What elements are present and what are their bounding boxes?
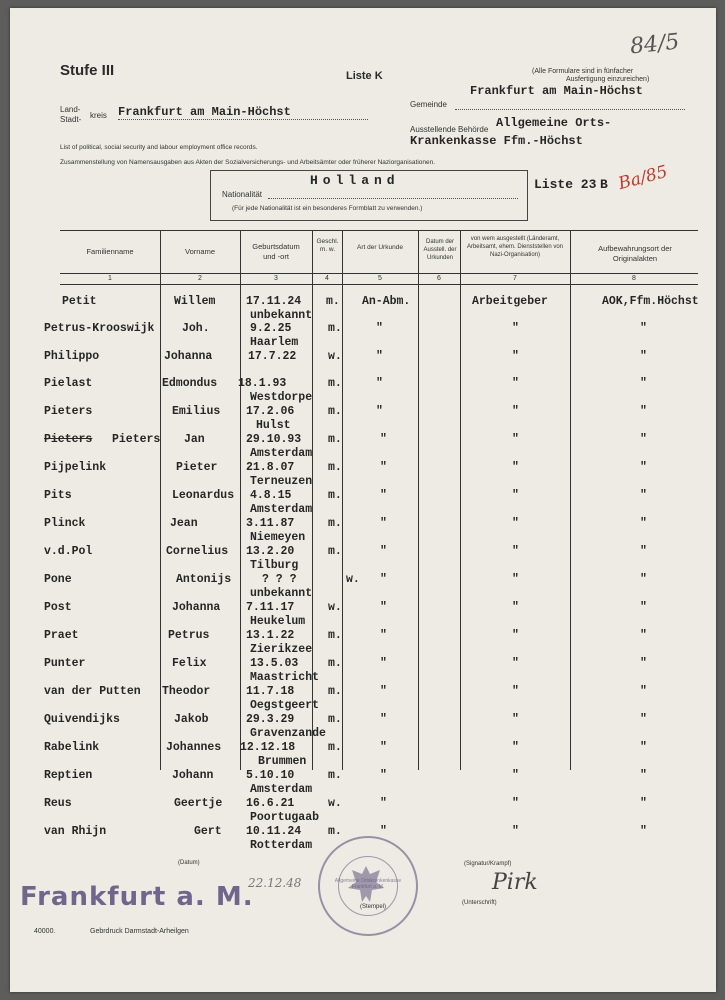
round-stamp xyxy=(318,836,418,936)
table-top-line xyxy=(60,230,698,231)
archive: " xyxy=(640,405,647,418)
kreis-label: kreis xyxy=(90,111,107,120)
table-row xyxy=(10,377,716,403)
birth-place-below: Zierikzee xyxy=(250,643,313,656)
document-type: " xyxy=(376,405,383,418)
birth-date: 21.8.07 xyxy=(246,461,295,474)
table-row xyxy=(10,601,716,627)
document-type: " xyxy=(380,769,387,782)
sex: m. xyxy=(328,377,342,390)
surname: Reptien xyxy=(44,769,93,782)
issuer: " xyxy=(512,629,519,642)
stadt-label: Stadt- xyxy=(60,115,82,124)
surname: Post xyxy=(44,601,72,614)
col-num-7: 7 xyxy=(513,275,517,282)
archive: " xyxy=(640,377,647,390)
first-name: Jan xyxy=(184,433,205,446)
table-row xyxy=(10,405,716,431)
document-type: " xyxy=(380,573,387,586)
birth-place-below: Oegstgeert xyxy=(250,699,320,712)
birth-place-below: Brummen xyxy=(258,755,307,768)
first-name: Petrus xyxy=(168,629,210,642)
first-name: Geertje xyxy=(174,797,223,810)
table-row xyxy=(10,797,716,823)
document-sheet xyxy=(10,8,716,992)
surname: Pielast xyxy=(44,377,93,390)
birth-place-below: Poortugaab xyxy=(250,811,320,824)
issuer: " xyxy=(512,685,519,698)
document-type: " xyxy=(380,433,387,446)
gemeinde-label: Gemeinde xyxy=(410,100,447,109)
birth-date: 16.6.21 xyxy=(246,797,295,810)
surname: Pijpelink xyxy=(44,461,107,474)
city-stamp: Frankfurt a. M. xyxy=(20,882,254,912)
sex: w. xyxy=(346,573,360,586)
col-header-3: Geburtsdatum und -ort xyxy=(252,242,300,261)
col-num-4: 4 xyxy=(325,275,329,282)
birth-date: 11.7.18 xyxy=(246,685,295,698)
archive: " xyxy=(640,545,647,558)
birth-date: 18.1.93 xyxy=(238,377,287,390)
table-row xyxy=(10,461,716,487)
kreis-value: Frankfurt am Main-Höchst xyxy=(118,105,368,120)
gemeinde-value: Frankfurt am Main-Höchst xyxy=(470,84,643,98)
surname: Pone xyxy=(44,573,72,586)
sex: m. xyxy=(328,741,342,754)
issuer: " xyxy=(512,322,519,335)
table-row xyxy=(10,685,716,711)
birth-place-below: Westdorpe xyxy=(250,391,313,404)
archive: " xyxy=(640,601,647,614)
table-row xyxy=(10,545,716,571)
sex: m. xyxy=(328,517,342,530)
col-num-2: 2 xyxy=(198,275,202,282)
handwritten-date: 22.12.48 xyxy=(248,876,302,890)
surname: van der Putten xyxy=(44,685,141,698)
archive: " xyxy=(640,769,647,782)
sex: m. xyxy=(328,405,342,418)
archive: " xyxy=(640,741,647,754)
stamp-label: (Stempel) xyxy=(360,904,387,910)
surname: Praet xyxy=(44,629,79,642)
sex: m. xyxy=(328,769,342,782)
surname: Punter xyxy=(44,657,86,670)
col-num-3: 3 xyxy=(274,275,278,282)
surname: Petrus-Krooswijk xyxy=(44,322,155,335)
gemeinde-underline xyxy=(455,109,685,110)
table-row xyxy=(10,295,716,321)
table-row xyxy=(10,433,716,459)
table-row xyxy=(10,489,716,515)
archive: " xyxy=(640,825,647,838)
document-type: " xyxy=(380,601,387,614)
sex: m. xyxy=(328,685,342,698)
issuer: " xyxy=(512,350,519,363)
document-type: " xyxy=(380,825,387,838)
issuer: " xyxy=(512,433,519,446)
land-label: Land- xyxy=(60,105,81,114)
document-type: An-Abm. xyxy=(362,295,411,308)
col-header-4: Geschl. m. w. xyxy=(316,238,339,253)
birth-place-below: unbekannt xyxy=(250,587,313,600)
behoerde-value-1: Allgemeine Orts- xyxy=(496,116,612,130)
sex: m. xyxy=(328,461,342,474)
birth-date: 5.10.10 xyxy=(246,769,295,782)
liste-number: Liste 23 xyxy=(534,177,597,192)
table-row xyxy=(10,629,716,655)
issuer: " xyxy=(512,797,519,810)
document-type: " xyxy=(380,797,387,810)
birth-place-below: Heukelum xyxy=(250,615,306,628)
col-header-2: Vorname xyxy=(184,247,216,256)
first-name: Johanna xyxy=(172,601,221,614)
sex: w. xyxy=(328,797,342,810)
first-name: Johanna xyxy=(164,350,213,363)
archive: " xyxy=(640,797,647,810)
birth-place-below: Maastricht xyxy=(250,671,320,684)
signature-label: (Unterschrift) xyxy=(462,900,497,906)
surname: van Rhijn xyxy=(44,825,107,838)
archive: " xyxy=(640,629,647,642)
birth-date: 17.11.24 xyxy=(246,295,302,308)
document-type: " xyxy=(376,350,383,363)
birth-place-below: Rotterdam xyxy=(250,839,313,852)
issuer: " xyxy=(512,601,519,614)
first-name: Cornelius xyxy=(166,545,229,558)
sex: w. xyxy=(328,350,342,363)
behoerde-value-2: Krankenkasse Ffm.-Höchst xyxy=(410,134,583,148)
table-row xyxy=(10,741,716,767)
sex: m. xyxy=(328,713,342,726)
document-type: " xyxy=(376,322,383,335)
zusammenstellung: Zusammenstellung von Namensausgaben aus Akten der Sozialversicherungs- und Arbeitsämter oder früherer Naziorganisationen. xyxy=(60,159,436,166)
col-num-6: 6 xyxy=(437,275,441,282)
document-type: " xyxy=(380,713,387,726)
col-header-5: Art der Urkunde xyxy=(357,244,403,251)
printer: Gebrdruck Darmstadt-Arheilgen xyxy=(90,928,189,935)
nationality-label: Nationalität xyxy=(222,190,263,199)
number-row-line xyxy=(60,284,698,285)
col-num-5: 5 xyxy=(378,275,382,282)
surname: Plinck xyxy=(44,517,86,530)
birth-place-below: Haarlem xyxy=(250,336,299,349)
surname: v.d.Pol xyxy=(44,545,93,558)
birth-date: 12.12.18 xyxy=(240,741,296,754)
issuer: " xyxy=(512,769,519,782)
col-num-1: 1 xyxy=(108,275,112,282)
issuer: Arbeitgeber xyxy=(472,295,548,308)
birth-date: ? ? ? xyxy=(262,573,297,586)
surname: Pits xyxy=(44,489,72,502)
date-label: (Datum) xyxy=(178,860,200,866)
nationality-dotted xyxy=(268,198,518,199)
sex: m. xyxy=(328,322,342,335)
archive: " xyxy=(640,350,647,363)
table-row xyxy=(10,657,716,683)
document-type: " xyxy=(380,545,387,558)
first-name: Theodor xyxy=(162,685,211,698)
document-type: " xyxy=(380,461,387,474)
archive: " xyxy=(640,489,647,502)
table-row xyxy=(10,322,716,348)
first-name: Gert xyxy=(194,825,222,838)
document-type: " xyxy=(380,629,387,642)
first-name: Joh. xyxy=(182,322,210,335)
crossed-out-text: Pieters xyxy=(44,433,93,446)
surname: Petit xyxy=(62,295,97,308)
birth-place-below: Niemeyen xyxy=(250,531,306,544)
birth-date: 29.3.29 xyxy=(246,713,295,726)
first-name: Johann xyxy=(172,769,214,782)
archive: AOK,Ffm.Höchst xyxy=(602,295,699,308)
liste-number-suffix: B xyxy=(600,177,608,192)
sex: m. xyxy=(328,489,342,502)
round-stamp-text: Allgemeine Ortskrankenkasse Frankfurt a. M. xyxy=(334,878,402,890)
archive: " xyxy=(640,657,647,670)
issuer: " xyxy=(512,713,519,726)
nationality-note: (Für jede Nationalität ist ein besonderes Formblatt zu verwenden.) xyxy=(232,205,423,212)
archive: " xyxy=(640,517,647,530)
birth-place-below: Terneuzen xyxy=(250,475,313,488)
issuer: " xyxy=(512,489,519,502)
first-name: Pieter xyxy=(176,461,218,474)
issuer: " xyxy=(512,377,519,390)
issuer: " xyxy=(512,517,519,530)
sex: m. xyxy=(328,545,342,558)
col-num-8: 8 xyxy=(632,275,636,282)
archive: " xyxy=(640,433,647,446)
sex: m. xyxy=(328,433,342,446)
document-type: " xyxy=(380,489,387,502)
note-line-2: Ausfertigung einzureichen) xyxy=(566,76,650,83)
first-name: Jakob xyxy=(174,713,209,726)
surname: Quivendijks xyxy=(44,713,120,726)
archive: " xyxy=(640,685,647,698)
document-type: " xyxy=(380,657,387,670)
surname: Rabelink xyxy=(44,741,100,754)
sex: m. xyxy=(326,295,340,308)
surname: Reus xyxy=(44,797,72,810)
birth-date: 10.11.24 xyxy=(246,825,302,838)
birth-date: 17.2.06 xyxy=(246,405,295,418)
birth-place-below: Tilburg xyxy=(250,559,299,572)
issuer: " xyxy=(512,825,519,838)
document-type: " xyxy=(376,377,383,390)
table-row xyxy=(10,713,716,739)
document-type: " xyxy=(380,741,387,754)
col-header-7: von wem ausgestellt (Länderamt, Arbeitsamt, ehem. Dienststellen von Nazi-Organisation) xyxy=(466,236,564,258)
col-header-8: Aufbewahrungsort der Originalakten xyxy=(598,244,672,263)
handwritten-signature: Pirk xyxy=(492,870,538,895)
sex: m. xyxy=(328,657,342,670)
birth-date: 7.11.17 xyxy=(246,601,295,614)
birth-date: 13.5.03 xyxy=(250,657,299,670)
handwritten-number: 84/5 xyxy=(628,29,681,60)
birth-place-below: Amsterdam xyxy=(250,447,313,460)
issuer: " xyxy=(512,461,519,474)
first-name: Johannes xyxy=(166,741,222,754)
birth-date: 13.1.22 xyxy=(246,629,295,642)
archive: " xyxy=(640,461,647,474)
first-name: Emilius xyxy=(172,405,221,418)
birth-date: 29.10.93 xyxy=(246,433,302,446)
birth-place-below: Amsterdam xyxy=(250,783,313,796)
issuer: " xyxy=(512,573,519,586)
archive: " xyxy=(640,713,647,726)
liste-label: Liste K xyxy=(346,70,383,82)
table-row xyxy=(10,573,716,599)
nationality-value: Holland xyxy=(310,173,400,188)
first-name: Jean xyxy=(170,517,198,530)
header-bottom-line xyxy=(60,273,698,274)
issuer: " xyxy=(512,657,519,670)
archive: " xyxy=(640,573,647,586)
first-name: Edmondus xyxy=(162,377,218,390)
first-name: Willem xyxy=(174,295,216,308)
table-row xyxy=(10,350,716,376)
issuer: " xyxy=(512,545,519,558)
birth-date: 17.7.22 xyxy=(248,350,297,363)
birth-place-below: Hulst xyxy=(256,419,291,432)
document-type: " xyxy=(380,685,387,698)
document-type: " xyxy=(380,517,387,530)
note-line-1: (Alle Formulare sind in fünfacher xyxy=(532,68,634,75)
surname: Pieters xyxy=(44,405,93,418)
issuer: " xyxy=(512,405,519,418)
birth-place-below: Gravenzande xyxy=(250,727,326,740)
first-name: Felix xyxy=(172,657,207,670)
birth-date: 9.2.25 xyxy=(250,322,292,335)
surname: Philippo xyxy=(44,350,100,363)
form-number: 40000. xyxy=(34,928,56,935)
table-row xyxy=(10,517,716,543)
birth-date: 4.8.15 xyxy=(250,489,292,502)
birth-place-below: unbekannt xyxy=(250,309,313,322)
sex: w. xyxy=(328,601,342,614)
signature-label-top: (Signatur/Krampf) xyxy=(464,861,512,867)
sex: m. xyxy=(328,629,342,642)
stufe-label: Stufe III xyxy=(60,62,115,79)
birth-place-below: Amsterdam xyxy=(250,503,313,516)
issuer: " xyxy=(512,741,519,754)
red-handwriting: Ba/85 xyxy=(616,161,670,195)
list-note: List of political, social security and labour employment office records. xyxy=(60,144,258,151)
surname: Pieters xyxy=(112,433,161,446)
table-row xyxy=(10,769,716,795)
col-header-1: Familienname xyxy=(86,247,134,256)
first-name: Leonardus xyxy=(172,489,235,502)
sex: m. xyxy=(328,825,342,838)
behoerde-label: Ausstellende Behörde xyxy=(410,125,489,134)
archive: " xyxy=(640,322,647,335)
first-name: Antonijs xyxy=(176,573,232,586)
birth-date: 3.11.87 xyxy=(246,517,295,530)
col-header-6: Datum der Ausstell. der Urkunden xyxy=(423,239,457,261)
birth-date: 13.2.20 xyxy=(246,545,295,558)
